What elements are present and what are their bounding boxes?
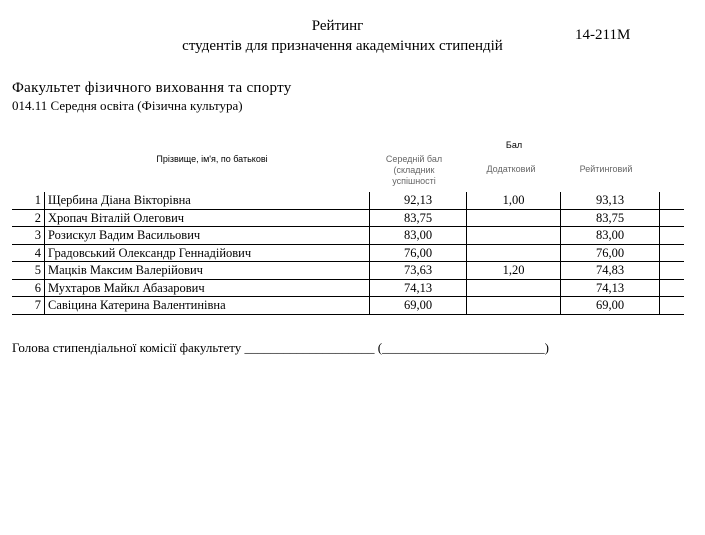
column-header-average-line: успішності [392,176,436,186]
empty-cell [660,227,685,245]
empty-cell [660,244,685,262]
table-row [12,244,684,262]
rating-score: 74,83 [561,262,660,280]
table-row [12,209,684,227]
empty-cell [660,262,685,280]
average-score: 83,00 [370,227,467,245]
row-number: 1 [12,192,45,209]
row-number: 7 [12,297,45,315]
row-number: 5 [12,262,45,280]
additional-score [467,279,561,297]
additional-score: 1,00 [467,192,561,209]
table-row [12,192,684,209]
student-name: Мацків Максим Валерійович [45,262,370,280]
column-header-additional: Додатковий [486,164,536,174]
additional-score: 1,20 [467,262,561,280]
column-header-average [370,154,458,187]
average-score: 74,13 [370,279,467,297]
rating-score: 74,13 [561,279,660,297]
rating-score: 93,13 [561,192,660,209]
document-subtitle: студентів для призначення академічних стипендій [182,38,503,54]
group-code: 14-211М [575,27,631,43]
student-name: Розискул Вадим Васильович [45,227,370,245]
rating-score: 83,75 [561,209,660,227]
empty-cell [660,192,685,209]
student-name: Щербина Діана Вікторівна [45,192,370,209]
average-score: 69,00 [370,297,467,315]
additional-score [467,244,561,262]
average-score: 73,63 [370,262,467,280]
empty-cell [660,297,685,315]
average-score: 76,00 [370,244,467,262]
rating-score: 69,00 [561,297,660,315]
empty-cell [660,279,685,297]
column-group-header-score: Бал [505,140,523,150]
document-title: Рейтинг [311,18,364,34]
column-header-rating: Рейтинговий [579,164,633,174]
specialty-name: 014.11 Середня освіта (Фізична культура) [12,98,243,113]
row-number: 4 [12,244,45,262]
table-row [12,279,684,297]
rating-table-body [12,192,684,314]
empty-cell [660,209,685,227]
additional-score [467,227,561,245]
row-number: 6 [12,279,45,297]
commission-signature-line: Голова стипендіальної комісії факультету ____________________ (_________________________) [12,340,549,355]
row-number: 2 [12,209,45,227]
column-header-name: Прізвище, ім'я, по батькові [156,154,268,164]
student-name: Хропач Віталій Олегович [45,209,370,227]
additional-score [467,297,561,315]
rating-score: 76,00 [561,244,660,262]
column-header-average-line: Середній бал [385,154,443,164]
student-name: Градовський Олександр Геннадійович [45,244,370,262]
student-name: Савіцина Катерина Валентинівна [45,297,370,315]
average-score: 83,75 [370,209,467,227]
rating-table [12,192,684,315]
additional-score [467,209,561,227]
table-row [12,297,684,315]
rating-score: 83,00 [561,227,660,245]
table-row [12,227,684,245]
table-row [12,262,684,280]
student-name: Мухтаров Майкл Абазарович [45,279,370,297]
faculty-name: Факультет фізичного виховання та спорту [12,80,292,96]
average-score: 92,13 [370,192,467,209]
row-number: 3 [12,227,45,245]
column-header-average-line: (складник [393,165,435,175]
